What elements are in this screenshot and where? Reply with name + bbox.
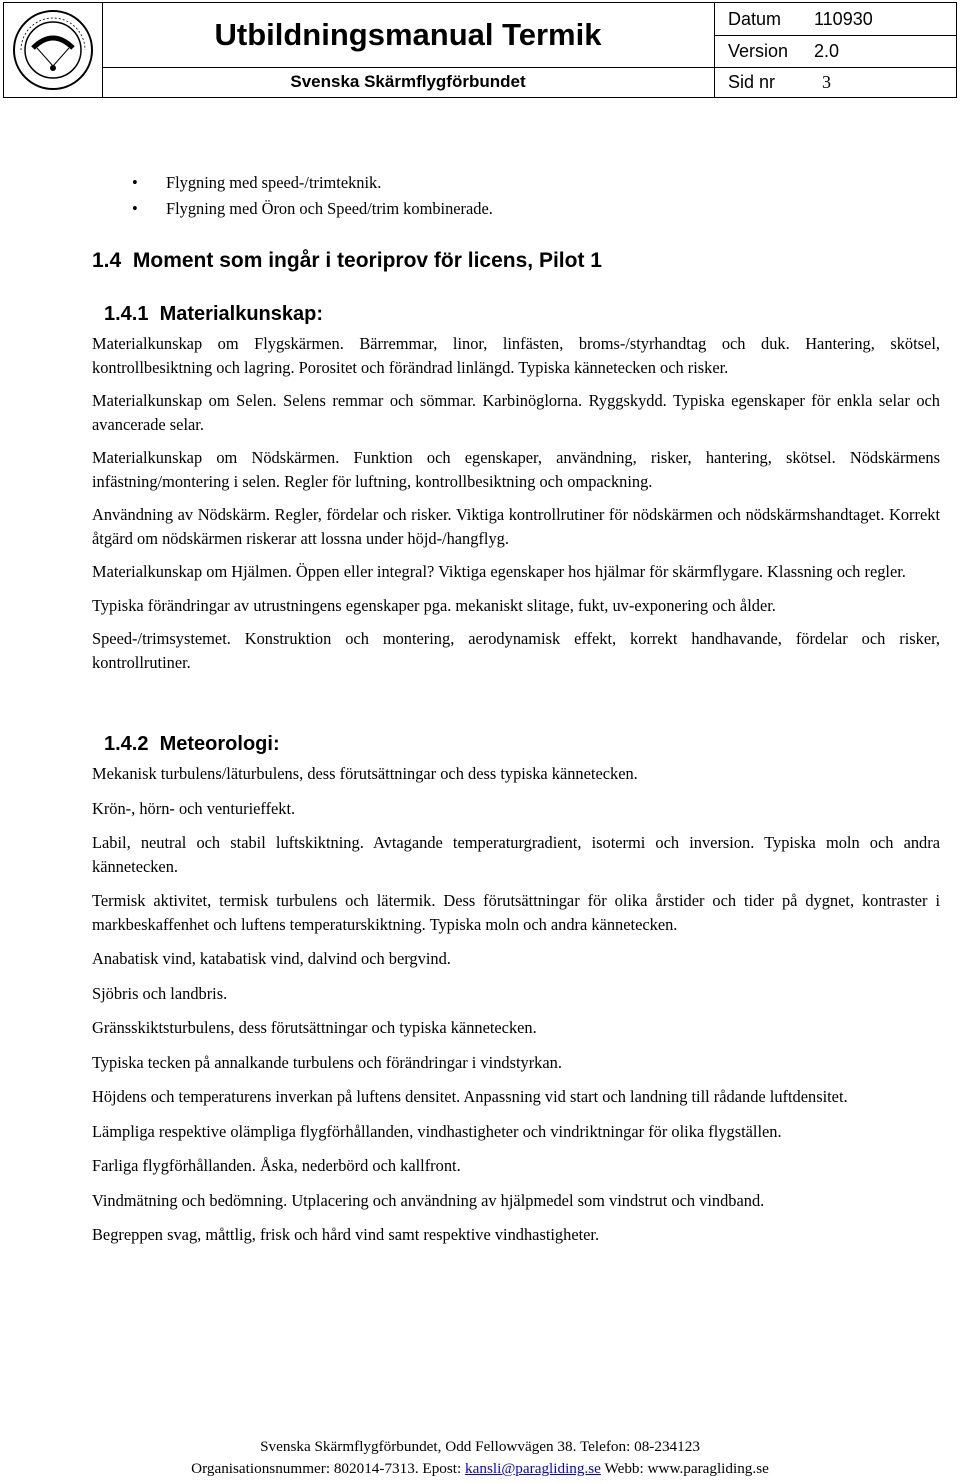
page-number-label: Sid nr: [728, 71, 776, 92]
list-item: • Flygning med Öron och Speed/trim kombinerade.: [132, 199, 493, 218]
subsection-heading: [104, 730, 940, 758]
organization-name: Svenska Skärmflygförbundet: [102, 67, 715, 97]
paragraph: Typiska förändringar av utrustningens egenskaper pga. mekaniskt slitage, fukt, uv-exponering och ålder.: [92, 595, 776, 615]
paragraph: Sjöbris och landbris.: [92, 983, 228, 1003]
datum-value: 110930: [814, 8, 873, 29]
paragraph: Labil, neutral och stabil luftskiktning. Avtagande temperaturgradient, isotermi och inversion. Typiska moln och andra kännetecken.: [92, 833, 940, 876]
paragraph: Lämpliga respektive olämpliga flygförhållanden, vindhastigheter och vindriktningar för olika flygställen.: [92, 1121, 782, 1141]
paragraph: Mekanisk turbulens/läturbulens, dess förutsättningar och dess typiska kännetecken.: [92, 764, 638, 783]
subsection-number: 1.4.2: [104, 733, 149, 755]
email-link[interactable]: kansli@paragliding.se: [465, 1460, 601, 1477]
page-number-value: 3: [822, 71, 831, 92]
paragraph: Typiska tecken på annalkande turbulens och förändringar i vindstyrkan.: [92, 1052, 562, 1072]
paragraph: Materialkunskap om Selen. Selens remmar och sömmar. Karbinöglorna. Ryggskydd. Typiska egenskaper för enkla selar och avancerade selar.: [92, 391, 940, 434]
subsection-title: Meteorologi:: [159, 733, 280, 755]
datum-row: [714, 3, 956, 36]
ssff-logo-icon: [11, 8, 95, 92]
footer-contact: Organisationsnummer: 802014-7313. Epost: kansli@paragliding.se Webb: www.paragliding.se: [191, 1460, 769, 1477]
page-number-row: [714, 67, 956, 97]
paragraph: Krön-, hörn- och venturieffekt.: [92, 798, 296, 818]
list-item: • Flygning med speed-/trimteknik.: [132, 173, 382, 192]
paragraph: Användning av Nödskärm. Regler, fördelar och risker. Viktiga kontrollrutiner för nödskärmen och nödskärmshandtaget. Korrekt åtgärd om nödskärmen riskerar att lossna under höjd-/hangflyg.: [92, 505, 940, 548]
document-title: Utbildningsmanual Termik: [102, 3, 715, 68]
subsection-heading: [104, 300, 940, 328]
section-heading: [92, 246, 940, 276]
bullet-list: [0, 170, 940, 222]
paragraph: Begreppen svag, måttlig, frisk och hård vind samt respektive vindhastigheter.: [92, 1225, 600, 1244]
version-value: 2.0: [814, 40, 840, 61]
paragraph: Speed-/trimsystemet. Konstruktion och montering, aerodynamisk effekt, korrekt handhavande, fördelar och risker, kontrollrutiner.: [92, 629, 940, 672]
paragraph: Termisk aktivitet, termisk turbulens och lätermik. Dess förutsättningar för olika årstider och tider på dygnet, kontraster i markbeskaffenhet och luftens temperaturskiktning. Typiska moln och andra kännetecken.: [92, 891, 940, 934]
paragraph: Materialkunskap om Nödskärmen. Funktion och egenskaper, användning, risker, hantering, skötsel. Nödskärmens infästning/montering i selen. Regler för luftning, kontrollbesiktning och ompackning.: [92, 448, 940, 491]
footer-address: Svenska Skärmflygförbundet, Odd Fellowvägen 38. Telefon: 08-234123: [260, 1438, 700, 1455]
datum-label: Datum: [728, 8, 782, 29]
paragraph: Anabatisk vind, katabatisk vind, dalvind och bergvind.: [92, 949, 451, 968]
materialkunskap-paragraphs: [92, 332, 940, 674]
version-row: [714, 35, 956, 68]
subsection-title: Materialkunskap:: [159, 303, 323, 325]
subsection-number: 1.4.1: [104, 303, 149, 325]
document-body: [92, 170, 940, 1247]
meteorologi-paragraphs: [92, 762, 940, 1247]
paragraph: Gränsskiktsturbulens, dess förutsättningar och typiska kännetecken.: [92, 1018, 537, 1037]
paragraph: Materialkunskap om Hjälmen. Öppen eller integral? Viktiga egenskaper hos hjälmar för skärmflygare. Klassning och regler.: [92, 562, 906, 581]
paragraph: Vindmätning och bedömning. Utplacering och användning av hjälpmedel som vindstrut och vindband.: [92, 1190, 765, 1210]
version-label: Version: [728, 40, 789, 61]
page-footer: [0, 1436, 960, 1480]
paragraph: Materialkunskap om Flygskärmen. Bärremmar, linor, linfästen, broms-/styrhandtag och duk. Hantering, skötsel, kontrollbesiktning och lagring. Porositet och förändrad linlängd. Typiska kännetecken och risker.: [92, 334, 940, 377]
logo-cell: [4, 3, 103, 97]
section-number: 1.4: [92, 249, 122, 272]
paragraph: Höjdens och temperaturens inverkan på luftens densitet. Anpassning vid start och landning till rådande luftdensitet.: [92, 1087, 848, 1106]
section-title: Moment som ingår i teoriprov för licens, Pilot 1: [132, 249, 602, 272]
paragraph: Farliga flygförhållanden. Åska, nederbörd och kallfront.: [92, 1156, 461, 1175]
document-header: [3, 2, 957, 98]
